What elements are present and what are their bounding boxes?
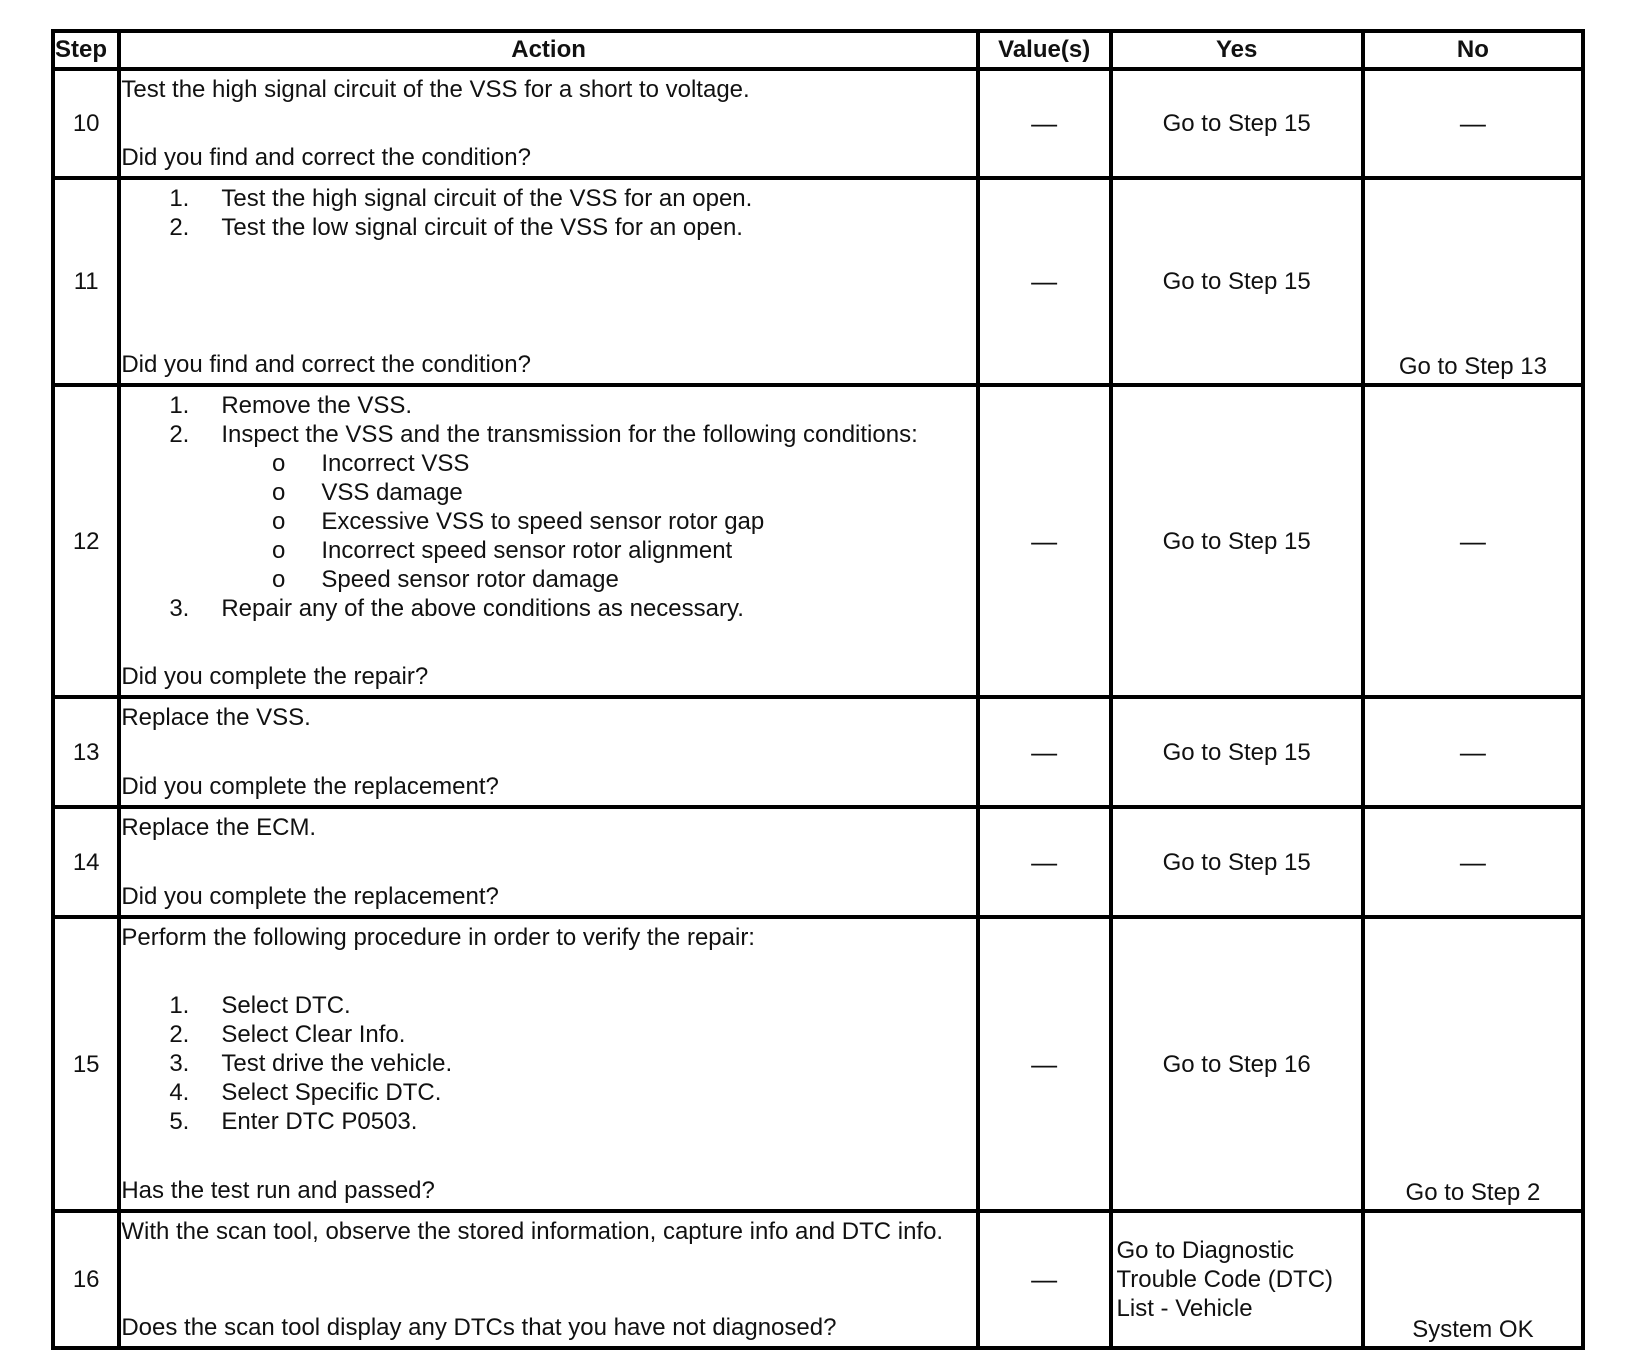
table-row [53, 385, 1583, 697]
list-item: 5. Enter DTC P0503. [169, 1108, 418, 1135]
no-link[interactable]: Go to Step 2 [1363, 917, 1583, 1211]
step-number: 13 [53, 697, 119, 807]
no-link[interactable]: Go to Step 13 [1363, 178, 1583, 385]
yes-link[interactable]: Go to Step 15 [1111, 697, 1363, 807]
header-row [53, 31, 1583, 69]
step-number: 16 [53, 1211, 119, 1348]
value-cell: — [978, 178, 1111, 385]
list-item: 2. Inspect the VSS and the transmission for the following conditions: [169, 421, 918, 448]
step-number: 14 [53, 807, 119, 917]
step-number: 11 [53, 178, 119, 385]
action-question: Does the scan tool display any DTCs that you have not diagnosed? [121, 1314, 837, 1341]
list-item: 1. Select DTC. [169, 992, 351, 1019]
header-action: Action [119, 31, 977, 69]
no-cell: — [1363, 697, 1583, 807]
action-text: Replace the VSS. [121, 704, 311, 731]
table-row [53, 917, 1583, 1211]
list-item: 1. Test the high signal circuit of the VSS for an open. [169, 185, 753, 212]
action-question: Did you find and correct the condition? [121, 144, 531, 171]
no-cell: System OK [1363, 1211, 1583, 1348]
sub-item: o Incorrect speed sensor rotor alignment [271, 537, 733, 564]
table-row [53, 178, 1583, 385]
value-cell: — [978, 1211, 1111, 1348]
sub-item: o VSS damage [271, 479, 463, 506]
list-item: 1. Remove the VSS. [169, 392, 413, 419]
value-cell: — [978, 697, 1111, 807]
value-cell: — [978, 807, 1111, 917]
action-cell [119, 807, 977, 917]
table-row [53, 69, 1583, 178]
action-list [121, 184, 975, 242]
action-cell [119, 69, 977, 178]
yes-link[interactable]: Go to Step 15 [1111, 178, 1363, 385]
header-step: Step [53, 31, 119, 69]
action-text: Perform the following procedure in order to verify the repair: [121, 924, 755, 951]
value-cell: — [978, 69, 1111, 178]
action-question: Did you complete the replacement? [121, 773, 499, 800]
action-question: Did you find and correct the condition? [121, 351, 531, 378]
value-cell: — [978, 385, 1111, 697]
action-cell [119, 1211, 977, 1348]
header-no: No [1363, 31, 1583, 69]
action-text: With the scan tool, observe the stored information, capture info and DTC info. [121, 1218, 944, 1245]
action-text: Replace the ECM. [121, 814, 317, 841]
list-item: 4. Select Specific DTC. [169, 1079, 442, 1106]
header-yes: Yes [1111, 31, 1363, 69]
yes-link[interactable]: Go to Step 15 [1111, 385, 1363, 697]
no-cell: — [1363, 69, 1583, 178]
action-question: Did you complete the replacement? [121, 883, 499, 910]
list-item: 2. Test the low signal circuit of the VSS for an open. [169, 214, 743, 241]
action-list [121, 991, 975, 1136]
sub-item: o Speed sensor rotor damage [271, 566, 619, 593]
action-cell [119, 385, 977, 697]
sub-item: o Incorrect VSS [271, 450, 470, 477]
action-cell [119, 917, 977, 1211]
list-item: 3. Test drive the vehicle. [169, 1050, 453, 1077]
no-cell: — [1363, 385, 1583, 697]
step-number: 15 [53, 917, 119, 1211]
action-question: Has the test run and passed? [121, 1177, 435, 1204]
yes-link[interactable]: Go to Step 16 [1111, 917, 1363, 1211]
action-question: Did you complete the repair? [121, 663, 429, 690]
step-number: 10 [53, 69, 119, 178]
no-cell: — [1363, 807, 1583, 917]
yes-link[interactable]: Go to Step 15 [1111, 807, 1363, 917]
sub-item: o Excessive VSS to speed sensor rotor gap [271, 508, 765, 535]
action-text: Test the high signal circuit of the VSS for a short to voltage. [121, 76, 750, 103]
list-item: 2. Select Clear Info. [169, 1021, 406, 1048]
action-list [121, 391, 975, 623]
yes-link[interactable]: Go to Step 15 [1111, 69, 1363, 178]
table-row [53, 1211, 1583, 1348]
diagnostic-table [51, 29, 1585, 1350]
action-cell [119, 178, 977, 385]
value-cell: — [978, 917, 1111, 1211]
list-item: 3. Repair any of the above conditions as necessary. [169, 595, 744, 622]
table-row [53, 807, 1583, 917]
header-values: Value(s) [978, 31, 1111, 69]
table-row [53, 697, 1583, 807]
step-number: 12 [53, 385, 119, 697]
yes-link[interactable]: Go to Diagnostic Trouble Code (DTC) List - Vehicle [1111, 1211, 1363, 1348]
action-cell [119, 697, 977, 807]
